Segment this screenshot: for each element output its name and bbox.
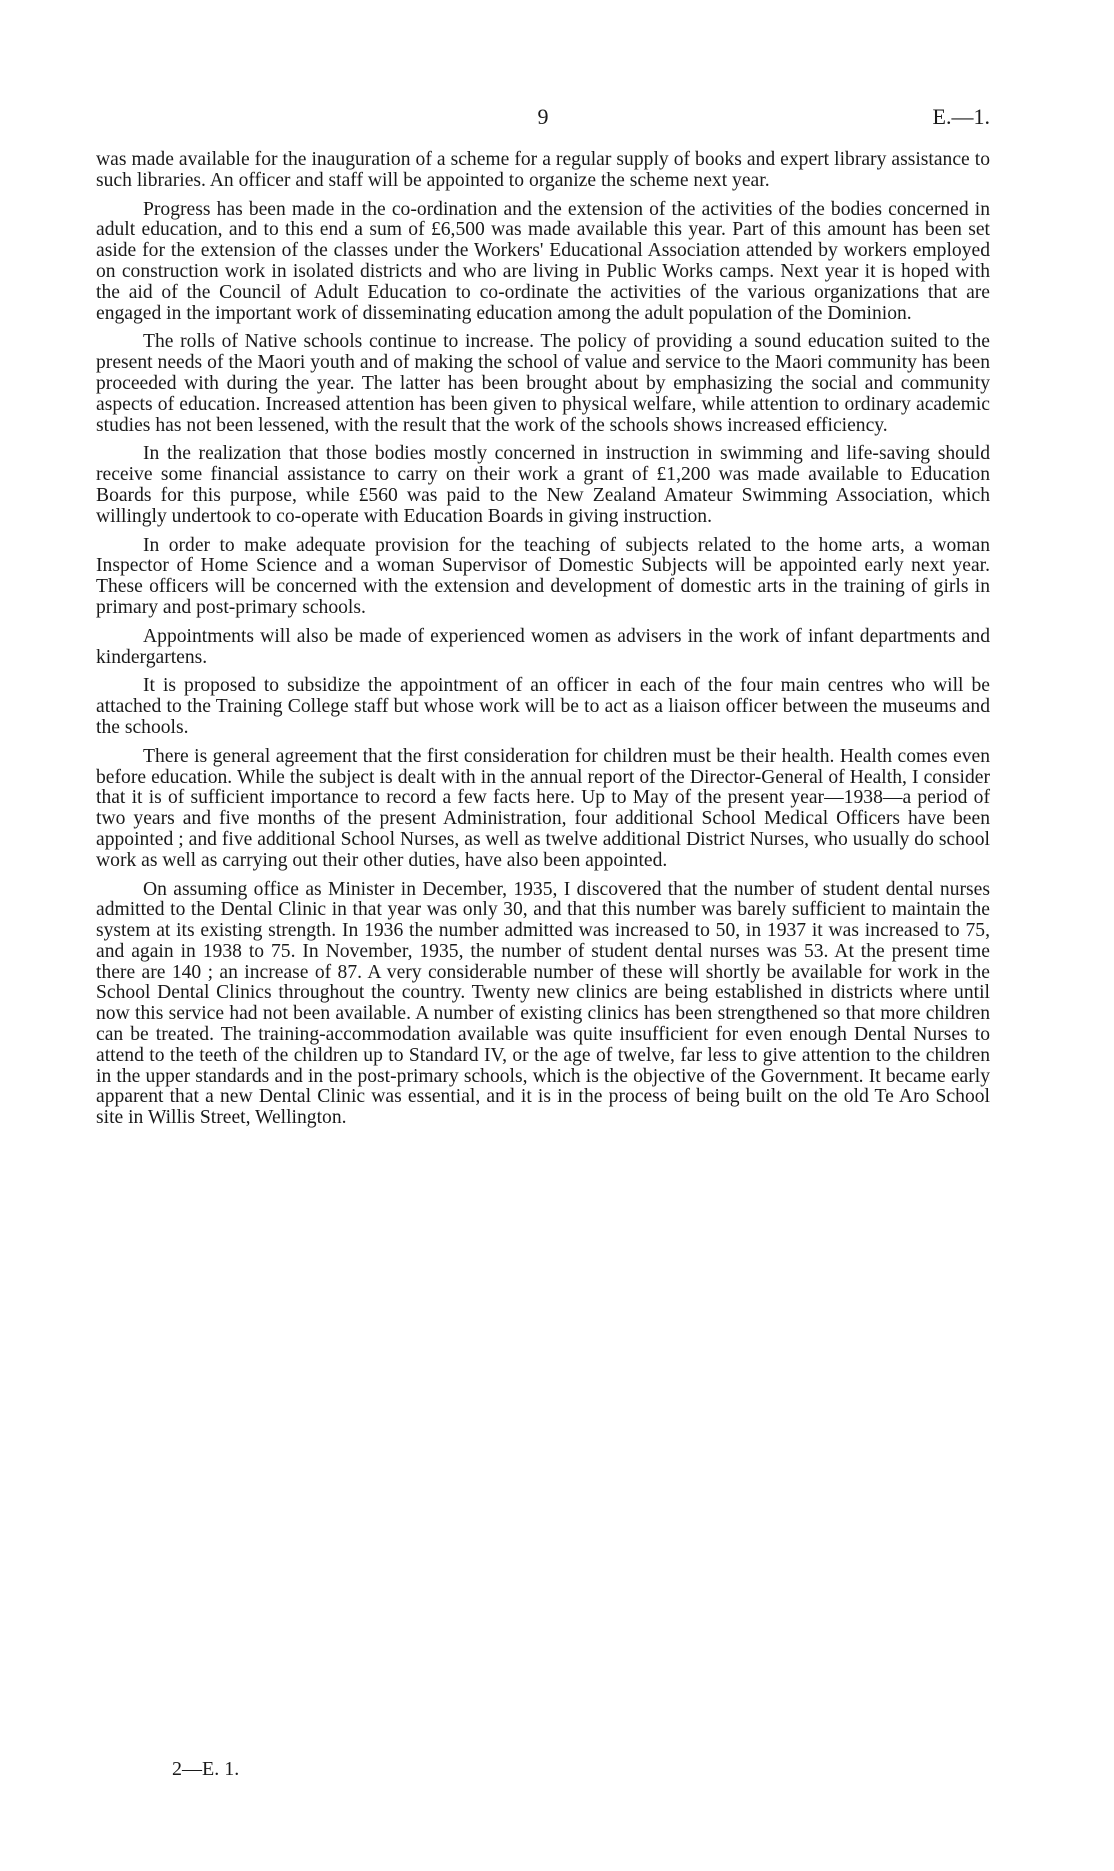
body-text bbox=[96, 150, 990, 1137]
paragraph-dental-clinic: On assuming office as Minister in December, 1935, I discovered that the number of student dental nurses admitted to the Dental Clinic in that year was only 30, and that this number was barely sufficient to maintain the system at its existing strength. In 1936 the number admitted was increased to 50, in 1937 it was increased to 75, and again in 1938 to 75. In November, 1935, the number of student dental nurses was 53. At the present time there are 140 ; an increase of 87. A very considerable number of these will shortly be available for work in the School Dental Clinics throughout the country. Twenty new clinics are being established in districts where until now this service had not been available. A number of existing clinics has been strengthened so that more children can be treated. The training-accommodation available was quite insufficient for even enough Dental Nurses to attend to the teeth of the children up to Standard IV, or the age of twelve, far less to give attention to the children in the upper standards and in the post-primary schools, which is the objective of the Government. It became early apparent that a new Dental Clinic was essential, and it is in the process of being built on the old Te Aro School site in Willis Street, Wellington. bbox=[96, 878, 990, 1129]
page-header bbox=[96, 104, 990, 134]
paragraph-museum-liaison: It is proposed to subsidize the appointment of an officer in each of the four main centres who will be attached to the Training College staff but whose work will be to act as a liaison officer between the museums and the schools. bbox=[96, 675, 990, 738]
page-number: 9 bbox=[537, 104, 549, 129]
signature-mark: 2—E. 1. bbox=[172, 1758, 240, 1780]
paragraph-native-schools: The rolls of Native schools continue to increase. The policy of providing a sound education suited to the present needs of the Maori youth and of making the school of value and service to the Maori community has been proceeded with during the year. The latter has been brought about by emphasizing the social and community aspects of education. Increased attention has been given to physical welfare, while attention to ordinary academic studies has not been lessened, with the result that the work of the schools shows increased efficiency. bbox=[96, 331, 990, 436]
paragraph-continued: was made available for the inauguration of a scheme for a regular supply of books and expert library assistance to such libraries. An officer and staff will be appointed to organize the scheme next year. bbox=[96, 149, 990, 191]
paragraph-health: There is general agreement that the first consideration for children must be their health. Health comes even before education. While the subject is dealt with in the annual report of the Director-General of Health, I consider that it is of sufficient importance to record a few facts here. Up to May of the present year—1938—a period of two years and five months of the present Administration, four additional School Medical Officers have been appointed ; and five additional School Nurses, as well as twelve additional District Nurses, who usually do school work as well as carrying out their other duties, have also been appointed. bbox=[96, 745, 990, 871]
paragraph-infant-advisers: Appointments will also be made of experienced women as advisers in the work of infant departments and kindergartens. bbox=[96, 625, 990, 668]
document-code: E.—1. bbox=[932, 104, 990, 129]
paragraph-home-arts: In order to make adequate provision for the teaching of subjects related to the home arts, a woman Inspector of Home Science and a woman Supervisor of Domestic Subjects will be appointed early next year. These officers will be concerned with the extension and development of domestic arts in the training of girls in primary and post-primary schools. bbox=[96, 534, 990, 618]
paragraph-adult-education: Progress has been made in the co-ordination and the extension of the activities of the bodies concerned in adult education, and to this end a sum of £6,500 was made available this year. Part of this amount has been set aside for the extension of the classes under the Workers' Educational Association attended by workers employed on construction work in isolated districts and who are living in Public Works camps. Next year it is hoped with the aid of the Council of Adult Education to co-ordinate the activities of the various organizations that are engaged in the important work of disseminating education among the adult population of the Dominion. bbox=[96, 198, 990, 324]
paragraph-swimming-grant: In the realization that those bodies mostly concerned in instruction in swimming and life-saving should receive some financial assistance to carry on their work a grant of £1,200 was made available to Education Boards for this purpose, while £560 was paid to the New Zealand Amateur Swimming Association, which willingly undertook to co-operate with Education Boards in giving instruction. bbox=[96, 443, 990, 527]
